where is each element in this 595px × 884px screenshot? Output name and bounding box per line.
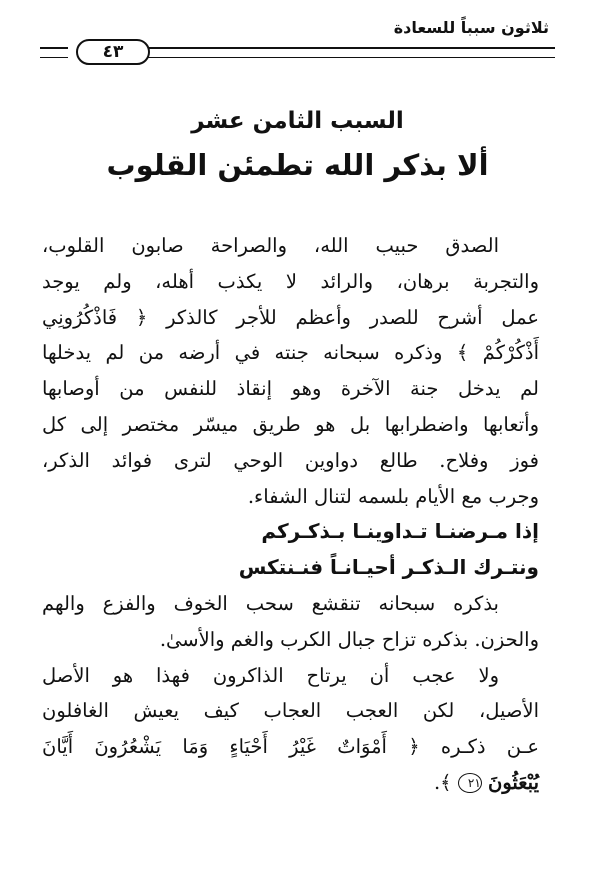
body-line: ولا عجب أن يرتاح الذاكرون فهذا هو الأصل — [42, 663, 499, 687]
body-line: بذكره سبحانه تنقشع سحب الخوف والفزع والهم — [42, 591, 499, 615]
body-line: وجرب مع الأيام بلسمه لتنال الشفاء. — [247, 484, 539, 508]
body-line: وأتعابها واضطرابها بل هو طريق ميسّر مختصر إلى كل — [42, 412, 539, 436]
ayah-number: ٢١ — [458, 773, 482, 793]
body-line-final — [42, 765, 539, 801]
body-line: أَذْكُرْكُمْ ﴾ وذكره سبحانه جنته في أرضه من لم يدخلها — [42, 341, 539, 365]
poem-line: إذا مـرضنـا تـداوينـا بـذكـركم — [261, 519, 539, 544]
page-number: ٤٣ — [76, 39, 150, 65]
body-line: والحزن. بذكره تزاح جبال الكرب والغم والأسىٰ. — [159, 627, 539, 651]
body-line: الصدق حبيب الله، والصراحة صابون القلوب، — [42, 234, 499, 257]
header-rule-right — [107, 47, 555, 58]
body-line: الأصيل، لكن العجب العجاب كيف يعيش الغافلون — [42, 699, 539, 723]
body-line: فوز وفلاح. طالع دواوين الوحي لترى فوائد الذكر، — [42, 448, 539, 472]
verse-text: يُبْعَثُونَ — [488, 770, 539, 794]
running-header — [40, 14, 555, 74]
poem-line: ونتـرك الـذكـر أحيـانـاً فنـنتكس — [238, 555, 539, 580]
body-line: والتجربة برهان، والرائد لا يكذب أهله، ولم يوجد — [42, 269, 539, 293]
body-line: عمل أشرح للصدر وأعظم للأجر كالذكر ﴿ فَاذْكُرُونِي — [42, 305, 539, 329]
book-title: ثلاثون سبباً للسعادة — [393, 18, 549, 37]
header-rule-left — [40, 47, 68, 58]
chapter-label: السبب الثامن عشر — [191, 108, 404, 134]
chapter-title: ألا بذكر الله تطمئن القلوب — [106, 148, 489, 182]
verse-close: ﴾. — [433, 770, 452, 794]
body-line: لم يدخل جنة الآخرة وهو إنقاذ للنفس من أوصابها — [42, 377, 539, 401]
body-text — [42, 228, 539, 801]
body-line: عـن ذكـره ﴿ أَمْوَاتٌ غَيْرُ أَحْيَاءٍ وَمَا يَشْعُرُونَ أَيَّانَ — [42, 735, 539, 759]
